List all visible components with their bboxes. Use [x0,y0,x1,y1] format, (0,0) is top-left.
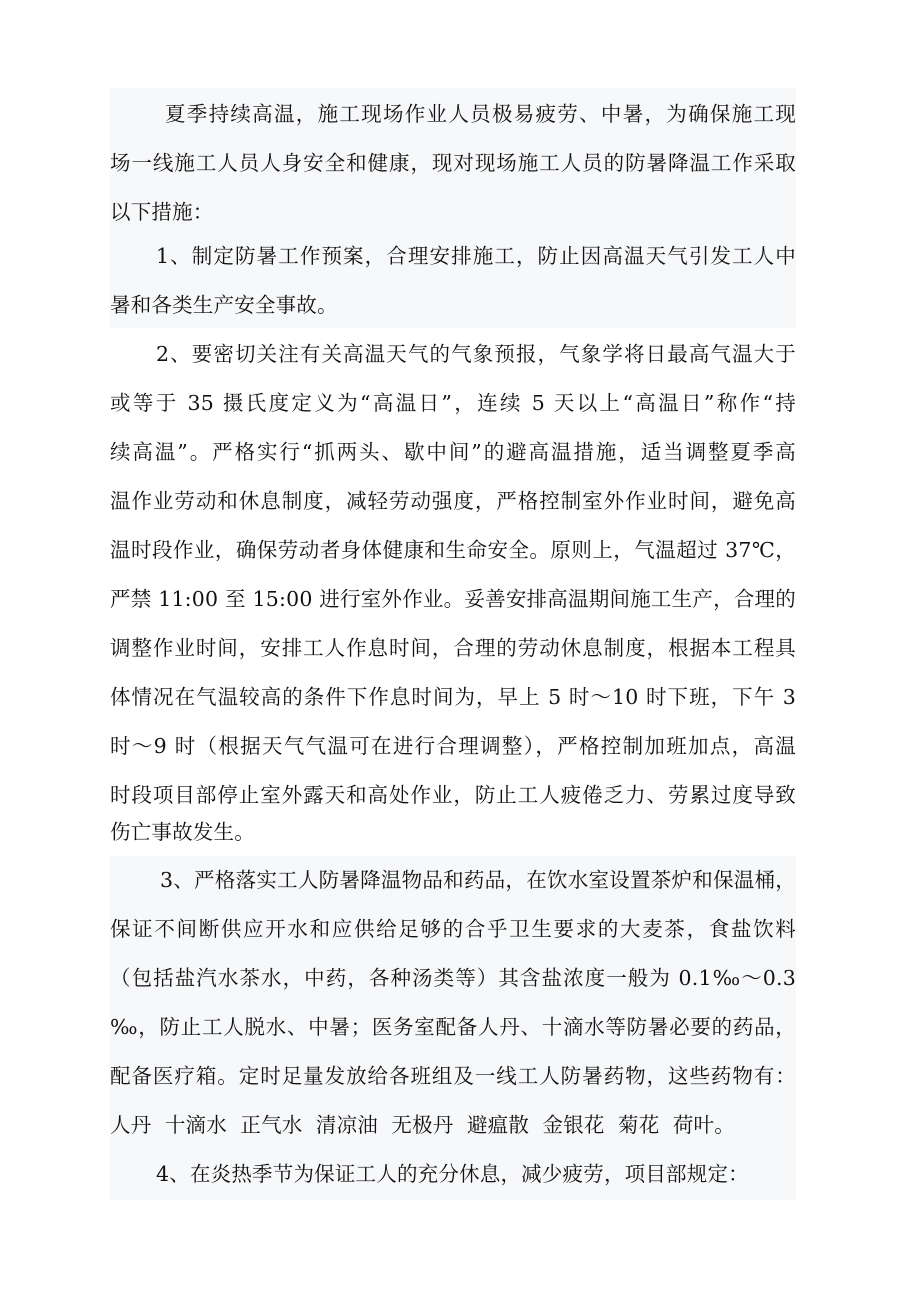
intro-line: 场一线施工人员人身安全和健康，现对现场施工人员的防暑降温工作采取 [110,151,796,175]
intro-paragraph [110,88,796,240]
measure-4-paragraph [110,1150,796,1200]
measure-2-line: 续高温”。严格实行“抓两头、歇中间”的避高温措施，适当调整夏季高 [110,440,796,464]
measure-2-line: 温时段作业，确保劳动者身体健康和生命安全。原则上，气温超过 37℃， [110,538,796,562]
measure-1-line: 1、制定防暑工作预案，合理安排施工，防止因高温天气引发工人中 [156,244,796,268]
measure-2-line: 伤亡事故发生。 [110,820,255,844]
measure-2-line: 2、要密切关注有关高温天气的气象预报，气象学将日最高气温大于 [156,342,796,366]
measure-2-line: 调整作业时间，安排工人作息时间，合理的劳动休息制度，根据本工程具 [110,636,796,660]
measure-2-paragraph [110,330,796,860]
measure-3-line: 保证不间断供应开水和应供给足够的合乎卫生要求的大麦茶，食盐饮料 [110,917,796,941]
intro-line: 以下措施： [110,200,214,224]
measure-2-line: 严禁 11:00 至 15:00 进行室外作业。妥善安排高温期间施工生产，合理的 [110,587,796,611]
measure-2-line: 或等于 35 摄氏度定义为“高温日”，连续 5 天以上“高温日”称作“持 [110,391,796,415]
measure-3-line: （包括盐汽水茶水，中药，各种汤类等）其含盐浓度一般为 0.1‰～0.3 [110,966,796,990]
measure-3-line: 人丹 十滴水 正气水 清凉油 无极丹 避瘟散 金银花 菊花 荷叶。 [110,1113,735,1137]
measure-2-line: 时～9 时（根据天气气温可在进行合理调整），严格控制加班加点，高温 [110,734,796,758]
measure-3-line: ‰，防止工人脱水、中暑；医务室配备人丹、十滴水等防暑必要的药品， [110,1015,796,1039]
measure-2-line: 温作业劳动和休息制度，减轻劳动强度，严格控制室外作业时间，避免高 [110,489,796,513]
measure-3-paragraph [110,856,796,1150]
measure-2-line: 体情况在气温较高的条件下作息时间为，早上 5 时～10 时下班，下午 3 [110,685,796,709]
measure-3-line: 3、严格落实工人防暑降温物品和药品，在饮水室设置茶炉和保温桶， [160,868,796,892]
measure-3-line: 配备医疗箱。定时足量发放给各班组及一线工人防暑药物，这些药物有： [110,1064,796,1088]
measure-1-line: 暑和各类生产安全事故。 [110,293,338,317]
measure-2-line: 时段项目部停止室外露天和高处作业，防止工人疲倦乏力、劳累过度导致 [110,783,796,807]
measure-1-paragraph [110,232,796,328]
measure-4-line: 4、在炎热季节为保证工人的充分休息，减少疲劳，项目部规定： [156,1162,749,1186]
intro-line: 夏季持续高温，施工现场作业人员极易疲劳、中暑，为确保施工现 [165,102,796,126]
